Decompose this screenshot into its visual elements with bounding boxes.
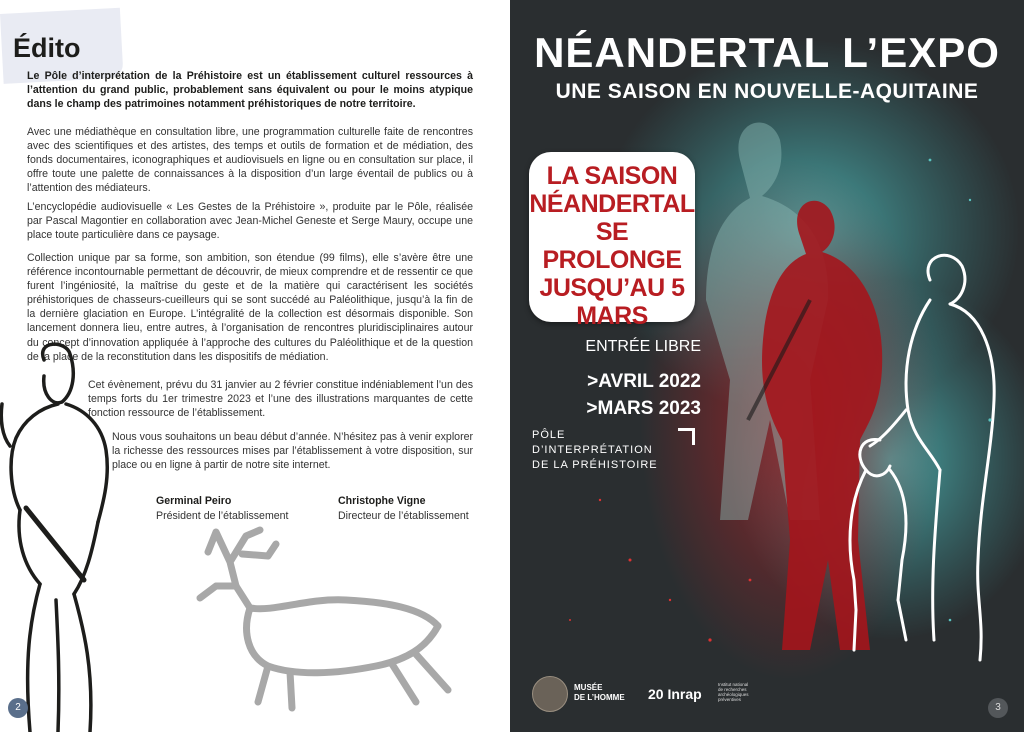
signature-role: Directeur de l’établissement: [338, 510, 469, 522]
pole-logo-text: [532, 428, 658, 473]
signature-director: [338, 494, 469, 524]
page-title: Édito: [13, 33, 81, 63]
inrap-sub-line: archéologiques: [718, 692, 749, 697]
poster-subtitle: UNE SAISON EN NOUVELLE-AQUITAINE: [555, 80, 979, 103]
lead-paragraph: Le Pôle d’interprétation de la Préhistoire est un établissement culturel ressources à l’attention du grand public, probablement sans équivalent ou pour le moins atypique dans le champ des patrimoines notamment préhistoriques de notre territoire.: [27, 70, 473, 111]
musee-seal-logo: [532, 676, 568, 712]
inrap-subtitle: [718, 682, 749, 702]
musee-de-lhomme-logo: [574, 683, 625, 703]
exhibit-dates: [586, 368, 701, 422]
inrap-sub-line: Institut national: [718, 682, 749, 687]
corner-mark-icon: [678, 428, 695, 445]
paragraph-5: Nous vous souhaitons un beau début d’année. N’hésitez pas à venir explorer la richesse des ressources mises par l’établissement à votre disposition, sur place ou en ligne à partir de notre site internet.: [112, 431, 474, 472]
musee-line: DE L’HOMME: [574, 693, 625, 702]
reindeer-illustration: [186, 526, 456, 726]
callout-box: [529, 152, 695, 330]
signature-name: Christophe Vigne: [338, 495, 426, 507]
neanderthal-art-background: [510, 0, 1024, 732]
inrap-logo: 20 Inrap: [648, 686, 702, 702]
pole-line: DE LA PRÉHISTOIRE: [532, 459, 658, 471]
callout-text: LA SAISON NÉANDERTAL SE PROLONGE JUSQU’AU 5 MARS: [529, 162, 695, 330]
neanderthal-sketch-illustration: [0, 340, 130, 732]
poster-title: NÉANDERTAL L’EXPO: [534, 29, 1000, 76]
paragraph-4: Cet évènement, prévu du 31 janvier au 2 février constitue indéniablement l’un des temps forts du 1er trimestre 2023 et l’une des illustrations marquantes de cette fonction ressource de l’établissement.: [88, 379, 473, 420]
edito-page: [0, 0, 510, 732]
paragraph-2: L’encyclopédie audiovisuelle « Les Gestes de la Préhistoire », produite par le Pôle, réalisée par Pascal Magontier en collaboration avec Jean-Michel Geneste et Serge Maury, occupe une place toute particulière dans ce paysage.: [27, 201, 473, 242]
date-end: >MARS 2023: [586, 398, 701, 419]
poster-page: [510, 0, 1024, 732]
musee-line: MUSÉE: [574, 683, 603, 692]
page-number-right: 3: [988, 698, 1008, 718]
page-number-left: 2: [8, 698, 28, 718]
inrap-sub-line: préventives: [718, 697, 742, 702]
pole-line: D’INTERPRÉTATION: [532, 444, 653, 456]
inrap-sub-line: de recherches: [718, 687, 747, 692]
paragraph-3: Collection unique par sa forme, son ambition, son étendue (99 films), elle s’avère être une référence incontournable permettant de découvrir, de mieux comprendre et de ressentir ce que furent l’ingéniosité, la maîtrise du geste et de la matière qui caractérisent les sociétés préhistoriques de chasseurs-cueilleurs qui se sont succédé au Paléolithique, jusqu’à la fin de la dernière glaciation en Europe. L’intégralité de la collection est désormais disponible. Son lancement donnera lieu, entre autres, à l’organisation de rencontres pluridisciplinaires autour du concept d’innovation appliquée à l’approche des cultures du Paléolithique et de la question de la place de la reconstitution dans les dispositifs de médiation.: [27, 252, 473, 363]
signature-name: Germinal Peiro: [156, 495, 232, 507]
paragraph-1: Avec une médiathèque en consultation libre, une programmation culturelle faite de rencontres avec des scientifiques et des artistes, des temps et outils de formation et de médiation, des fonds documentaires, iconographiques et audiovisuels en ligne ou en consultation sur place, il offre toute une palette de connaissances à la disposition d’un large éventail de publics ou à l’attention des médiateurs.: [27, 126, 473, 195]
signature-president: [156, 494, 289, 524]
signature-role: Président de l’établissement: [156, 510, 289, 522]
date-start: >AVRIL 2022: [587, 371, 701, 392]
pole-line: PÔLE: [532, 429, 566, 441]
entree-libre: ENTRÉE LIBRE: [585, 338, 701, 355]
